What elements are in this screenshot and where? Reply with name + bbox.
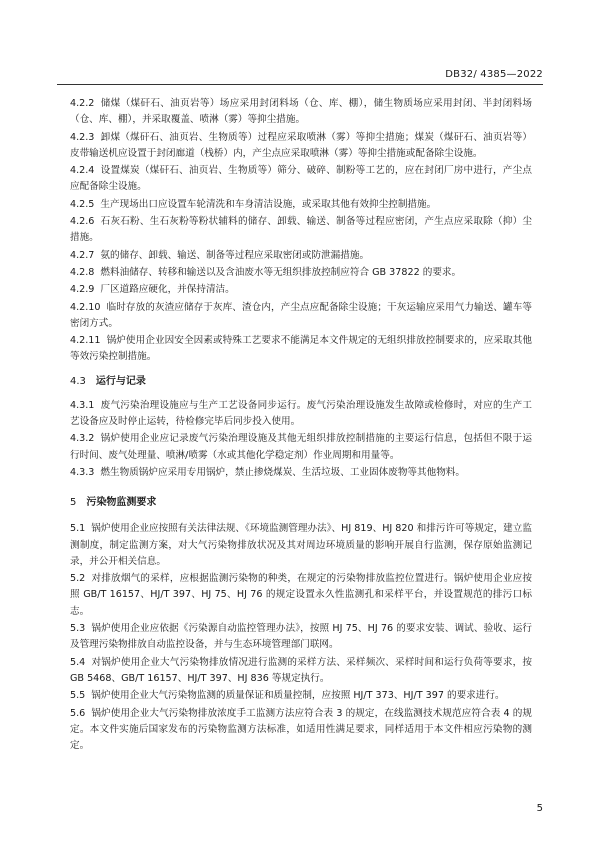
page-content <box>70 96 532 755</box>
clause-paragraph <box>70 655 532 688</box>
clause-paragraph <box>70 300 532 333</box>
clause-text: 锅炉使用企业应记录废气污染治理设施及其他无组织排放控制措施的主要运行信息，包括但不限于运行时间、废气处理量、喷淋/喷雾（水或其他化学稳定剂）作业周期和用量等。 <box>70 433 532 461</box>
section-4-2-list <box>70 96 532 366</box>
section-title: 运行与记录 <box>95 375 146 387</box>
clause-number: 4.2.7 <box>70 249 95 261</box>
clause-text: 对排放烟气的采样，应根据监测污染物的种类，在规定的污染物排放监控位置进行。锅炉使用企业应按照 GB/T 16157、HJ/T 397、HJ 75、HJ 76 的规定设置永久性监测孔和采样平台，并设置规范的排污口标志。 <box>70 573 532 617</box>
clause-number: 4.2.2 <box>70 98 95 109</box>
section-5-list <box>70 521 532 754</box>
clause-text: 储煤（煤矸石、油页岩等）场应采用封闭料场（仓、库、棚），储生物质场应采用封闭、半封闭料场（仓、库、棚），并采取覆盖、喷淋（雾）等抑尘措施。 <box>70 98 532 126</box>
page-number: 5 <box>536 803 543 814</box>
clause-paragraph <box>70 333 532 366</box>
clause-text: 对锅炉使用企业大气污染物排放情况进行监测的采样方法、采样频次、采样时间和运行负荷等要求，按 GB 5468、GB/T 16157、HJ/T 397、HJ 836 等规定执行。 <box>70 656 532 684</box>
clause-number: 4.3.2 <box>70 433 95 445</box>
clause-text: 锅炉使用企业应依据《污染源自动监控管理办法》，按照 HJ 75、HJ 76 的要求安装、调试、验收、运行及管理污染物排放自动监控设备，并与生态环境管理部门联网。 <box>70 623 532 651</box>
clause-number: 4.2.10 <box>70 301 101 313</box>
clause-paragraph <box>70 248 532 264</box>
clause-number: 5.1 <box>70 523 86 535</box>
clause-paragraph <box>70 265 532 281</box>
clause-number: 5.2 <box>70 573 86 585</box>
clause-number: 4.2.11 <box>70 335 101 347</box>
clause-text: 燃料油储存、转移和输送以及含油废水等无组织排放控制应符合 GB 37822 的要求。 <box>100 266 462 278</box>
clause-text: 石灰石粉、生石灰粉等粉状辅料的储存、卸载、输送、制备等过程应密闭，产生点应采取除（抑）尘措施。 <box>70 216 532 244</box>
document-code: DB32/ 4385—2022 <box>445 69 543 80</box>
section-number: 4.3 <box>70 375 86 387</box>
section-heading-5 <box>70 495 532 511</box>
section-heading-4-3 <box>70 374 532 390</box>
clause-text: 废气污染治理设施应与生产工艺设备同步运行。废气污染治理设施发生故障或检修时，对应的生产工艺设备应及时停止运转，待检修完毕后同步投入使用。 <box>70 399 532 428</box>
clause-number: 4.2.9 <box>70 284 95 296</box>
clause-paragraph <box>70 398 532 431</box>
clause-number: 5.3 <box>70 623 86 635</box>
clause-number: 4.2.6 <box>70 216 95 228</box>
clause-paragraph <box>70 431 532 464</box>
clause-paragraph <box>70 130 532 163</box>
clause-text: 锅炉使用企业因安全因素或特殊工艺要求不能满足本文件规定的无组织排放控制要求的，应采取其他等效污染控制措施。 <box>70 335 532 363</box>
clause-number: 4.2.3 <box>70 131 95 143</box>
clause-paragraph <box>70 465 532 481</box>
clause-text: 锅炉使用企业应按照有关法律法规、《环境监测管理办法》、HJ 819、HJ 820 和排污许可等规定，建立监测制度，制定监测方案，对大气污染物排放状况及其对周边环境质量的影响开展自行监测，保存原始监测记录，并公开相关信息。 <box>70 523 532 567</box>
clause-number: 5.6 <box>70 707 86 719</box>
clause-paragraph <box>70 214 532 247</box>
clause-number: 4.2.5 <box>70 198 95 210</box>
clause-paragraph <box>70 621 532 654</box>
clause-text: 设置煤炭（煤矸石、油页岩、生物质等）筛分、破碎、制粉等工艺的，应在封闭厂房中进行，产尘点应配备除尘设施。 <box>70 165 532 193</box>
section-title: 污染物监测要求 <box>86 497 157 509</box>
clause-text: 厂区道路应硬化，并保持清洁。 <box>100 284 235 296</box>
clause-number: 4.2.8 <box>70 266 95 278</box>
clause-paragraph <box>70 163 532 196</box>
clause-text: 临时存放的灰渣应储存于灰库、渣仓内，产尘点应配备除尘设施；干灰运输应采用气力输送、罐车等密闭方式。 <box>70 301 532 329</box>
clause-text: 氨的储存、卸载、输送、制备等过程应采取密闭或防泄漏措施。 <box>100 249 370 261</box>
clause-text: 燃生物质锅炉应采用专用锅炉，禁止掺烧煤炭、生活垃圾、工业固体废物等其他物料。 <box>100 466 465 478</box>
clause-paragraph <box>70 688 532 704</box>
clause-paragraph <box>70 197 532 213</box>
clause-text: 生产现场出口应设置车轮清洗和车身清洁设施，或采取其他有效抑尘控制措施。 <box>100 198 437 210</box>
header-rule <box>57 84 543 85</box>
clause-number: 4.2.4 <box>70 165 95 177</box>
section-number: 5 <box>70 497 77 509</box>
clause-paragraph <box>70 571 532 620</box>
clause-paragraph <box>70 521 532 570</box>
clause-number: 4.3.1 <box>70 399 95 411</box>
clause-text: 卸煤（煤矸石、油页岩、生物质等）过程应采取喷淋（雾）等抑尘措施；煤炭（煤矸石、油页岩等）皮带输送机应设置于封闭廊道（栈桥）内，产尘点应采取喷淋（雾）等抑尘措施或配备除尘设施。 <box>70 131 532 159</box>
clause-text: 锅炉使用企业大气污染物监测的质量保证和质量控制，应按照 HJ/T 373、HJ/T 397 的要求进行。 <box>91 690 505 702</box>
clause-number: 5.5 <box>70 690 86 702</box>
clause-text: 锅炉使用企业大气污染物排放浓度手工监测方法应符合表 3 的规定，在线监测技术规范应符合表 4 的规定。本文件实施后国家发布的污染物监测方法标准，如适用性满足要求，同样适用于本文件相应污染物的测定。 <box>70 707 532 752</box>
clause-paragraph <box>70 282 532 298</box>
clause-paragraph <box>70 96 532 129</box>
clause-paragraph <box>70 706 532 755</box>
section-4-3-list <box>70 398 532 481</box>
clause-number: 4.3.3 <box>70 466 95 478</box>
clause-number: 5.4 <box>70 656 86 668</box>
